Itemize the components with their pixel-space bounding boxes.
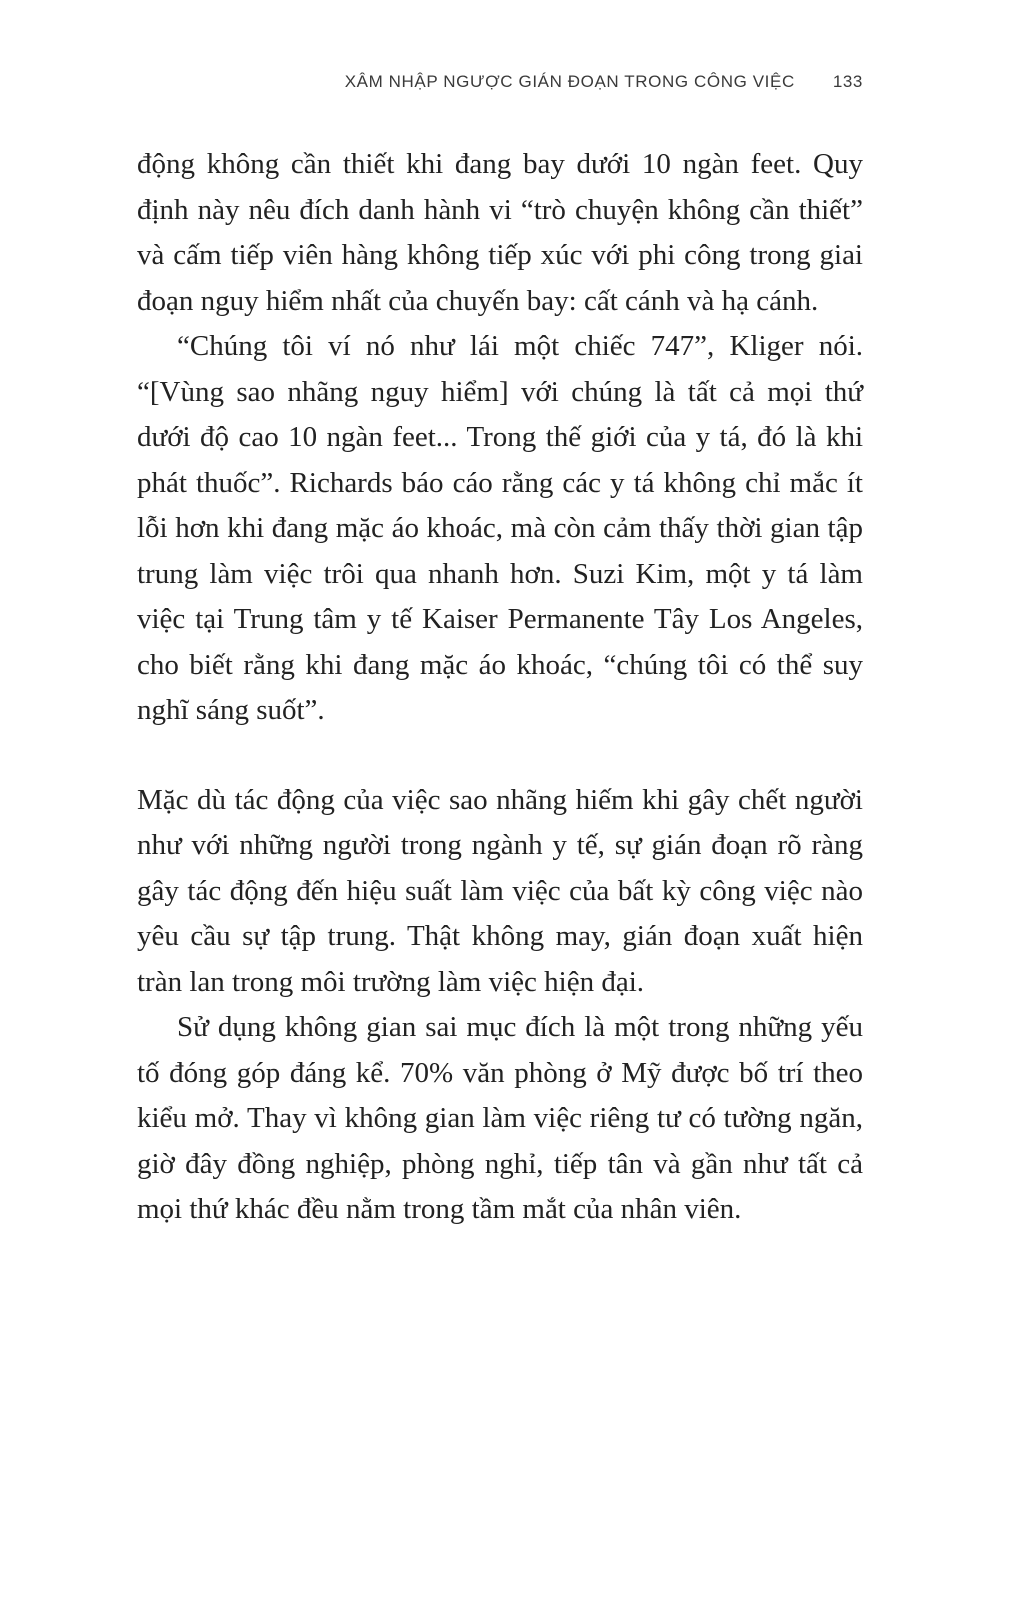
paragraph-open-office: Sử dụng không gian sai mục đích là một trong những yếu tố đóng góp đáng kể. 70% văn phòng ở Mỹ được bố trí theo kiểu mở. Thay vì không gian làm việc riêng tư có tường ngăn, giờ đây đồng nghiệp, phòng nghỉ, tiếp tân và gần như tất cả mọi thứ khác đều nằm trong tầm mắt của nhân viên. bbox=[137, 1011, 863, 1225]
paragraph-section-start: Mặc dù tác động của việc sao nhãng hiếm khi gây chết người như với những người trong ngành y tế, sự gián đoạn rõ ràng gây tác động đến hiệu suất làm việc của bất kỳ công việc nào yêu cầu sự tập trung. Thật không may, gián đoạn xuất hiện tràn lan trong môi trường làm việc hiện đại. bbox=[137, 783, 863, 998]
running-head bbox=[137, 72, 863, 92]
paragraph-continuation: động không cần thiết khi đang bay dưới 10 ngàn feet. Quy định này nêu đích danh hành vi “trò chuyện không cần thiết” và cấm tiếp viên hàng không tiếp xúc với phi công trong giai đoạn nguy hiểm nhất của chuyến bay: cất cánh và hạ cánh. bbox=[137, 148, 863, 317]
page-content bbox=[137, 0, 863, 1233]
running-head-title: XÂM NHẬP NGƯỢC GIÁN ĐOẠN TRONG CÔNG VIỆC bbox=[344, 72, 795, 91]
page-number: 133 bbox=[832, 72, 863, 91]
body-text bbox=[137, 142, 863, 1233]
paragraph-quote-kliger: “Chúng tôi ví nó như lái một chiếc 747”, Kliger nói. “[Vùng sao nhãng nguy hiểm] với chúng là tất cả mọi thứ dưới độ cao 10 ngàn feet... Trong thế giới của y tá, đó là khi phát thuốc”. Richards báo cáo rằng các y tá không chỉ mắc ít lỗi hơn khi đang mặc áo khoác, mà còn cảm thấy thời gian tập trung làm việc trôi qua nhanh hơn. Suzi Kim, một y tá làm việc tại Trung tâm y tế Kaiser Permanente Tây Los Angeles, cho biết rằng khi đang mặc áo khoác, “chúng tôi có thể suy nghĩ sáng suốt”. bbox=[137, 330, 863, 726]
